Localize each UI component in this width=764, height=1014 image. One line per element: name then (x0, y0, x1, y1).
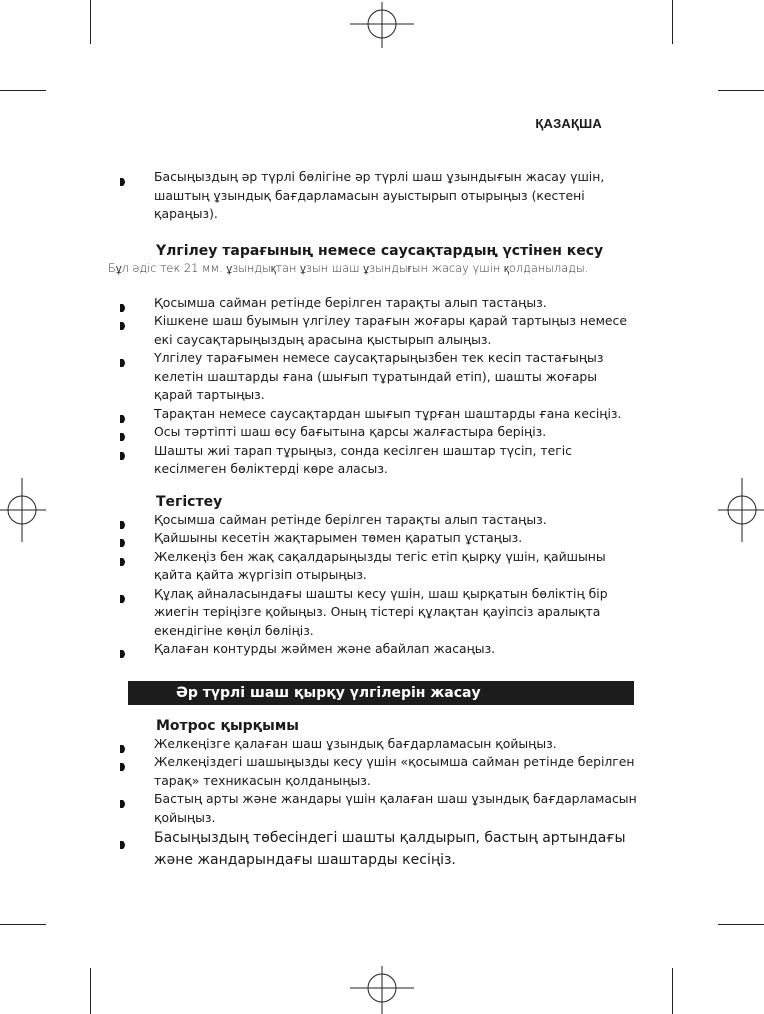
list-item (108, 423, 638, 442)
bullet-icon (120, 447, 127, 455)
comb-cutting-list (108, 294, 638, 479)
list-item (108, 640, 638, 659)
bullet-icon (120, 795, 127, 803)
list-item-text: Қалаған контурды жәймен және абайлап жасаңыз. (154, 641, 496, 656)
list-item-text: Қосымша сайман ретінде берілген тарақты алып тастаңыз. (154, 294, 547, 310)
list-item-text: Бастың арты және жандары үшін қалаған шаш ұзындық бағдарламасын қойыңыз. (154, 791, 637, 825)
crop-mark (672, 0, 673, 44)
list-item (108, 753, 638, 790)
bullet-icon (120, 410, 127, 418)
bullet-icon (120, 590, 127, 598)
section-title-sailor-cut: Мотрос қырқымы (156, 717, 299, 734)
list-item-text: Осы тәртіпті шаш өсу бағытына қарсы жалғастыра беріңіз. (154, 424, 547, 439)
list-item-text: Желкеңіз бен жақ сақалдарыңызды тегіс етіп қырқу үшін, қайшыны қайта қайта жүргізіп отырыңыз. (154, 548, 606, 582)
list-item-text: Желкеңіздегі шашыңызды кесу үшін «қосымша сайман ретінде берілген тарақ» техникасын қолданыңыз. (154, 754, 635, 788)
list-item (108, 312, 638, 349)
list-item (108, 349, 638, 405)
crop-mark (90, 0, 91, 44)
language-label: ҚАЗАҚША (535, 116, 602, 131)
registration-mark-top (350, 2, 414, 48)
bullet-icon (120, 534, 127, 542)
section-title-comb-cutting: Үлгілеу тарағының немесе саусақтардың үстінен кесу (156, 242, 604, 259)
registration-mark-bottom (350, 966, 414, 1014)
page-content (108, 168, 638, 871)
list-item (108, 735, 638, 754)
bullet-icon (120, 299, 127, 307)
list-item (108, 529, 638, 548)
bullet-icon (120, 645, 127, 653)
list-item (108, 294, 638, 313)
bullet-icon (120, 173, 127, 181)
sailor-cut-list-large (108, 827, 638, 871)
bullet-icon (120, 428, 127, 436)
registration-mark-left (0, 478, 46, 542)
list-item (108, 511, 638, 530)
crop-mark (0, 924, 46, 925)
bullet-icon (120, 553, 127, 561)
crop-mark (90, 968, 91, 1014)
bullet-icon (120, 834, 127, 842)
crop-mark (672, 968, 673, 1014)
intro-list (108, 168, 638, 224)
bullet-icon (120, 758, 127, 766)
registration-mark-right (718, 478, 764, 542)
section-note: Бұл әдіс тек 21 мм. ұзындықтан ұзын шаш ұзындығын жасау үшін қолданылады. (108, 260, 589, 275)
crop-mark (0, 90, 46, 91)
list-item-text: Басыңыздың әр түрлі бөлігіне әр түрлі шаш ұзындығын жасау үшін, шаштың ұзындық бағдарламасын ауыстырып отырыңыз (кестені қараңыз). (154, 169, 605, 221)
list-item-text: Үлгілеу тарағымен немесе саусақтарыңызбен тек кесіп тастағыңыз келетін шаштарды ғана (шығып тұратындай етіп), шашты жоғары қарай тартыңыз. (154, 350, 604, 402)
list-item (108, 168, 638, 224)
list-item (108, 827, 638, 871)
bullet-icon (120, 354, 127, 362)
list-item (108, 790, 638, 827)
list-item-text: Шашты жиі тарап тұрыңыз, сонда кесілген шаштар түсіп, тегіс кесілмеген бөліктерді көре аласыз. (154, 442, 572, 476)
sailor-cut-list (108, 735, 638, 828)
bullet-icon (120, 516, 127, 524)
crop-mark (718, 90, 764, 91)
section-banner: Әр түрлі шаш қырқу үлгілерін жасау (128, 681, 634, 705)
list-item-text: Тарақтан немесе саусақтардан шығып тұрған шаштарды ғана кесіңіз. (154, 405, 622, 421)
list-item-text: Басыңыздың төбесіндегі шашты қалдырып, бастың артындағы және жандарындағы шаштарды кесіңіз. (154, 830, 626, 868)
bullet-icon (120, 740, 127, 748)
list-item-text: Құлақ айналасындағы шашты кесу үшін, шаш қырқатын бөліктің бір жиегін теріңізге қойыңыз. Оның тістері құлақтан қауіпсіз аралықта екендігіне көңіл бөліңіз. (154, 585, 608, 638)
list-item (108, 548, 638, 585)
list-item-text: Қосымша сайман ретінде берілген тарақты алып тастаңыз. (154, 511, 547, 527)
bullet-icon (120, 317, 127, 325)
list-item-text: Кішкене шаш буымын үлгілеу тарағын жоғары қарай тартыңыз немесе екі саусақтарыңыздың арасына қыстырып алыңыз. (154, 313, 627, 347)
list-item-text: Желкеңізге қалаған шаш ұзындық бағдарламасын қойыңыз. (154, 735, 557, 751)
crop-mark (718, 924, 764, 925)
list-item (108, 405, 638, 424)
section-title-trimming: Тегістеу (156, 493, 223, 510)
trimming-list (108, 511, 638, 659)
list-item (108, 442, 638, 479)
list-item-text: Қайшыны кесетін жақтарымен төмен қаратып ұстаңыз. (154, 530, 523, 545)
list-item (108, 585, 638, 641)
